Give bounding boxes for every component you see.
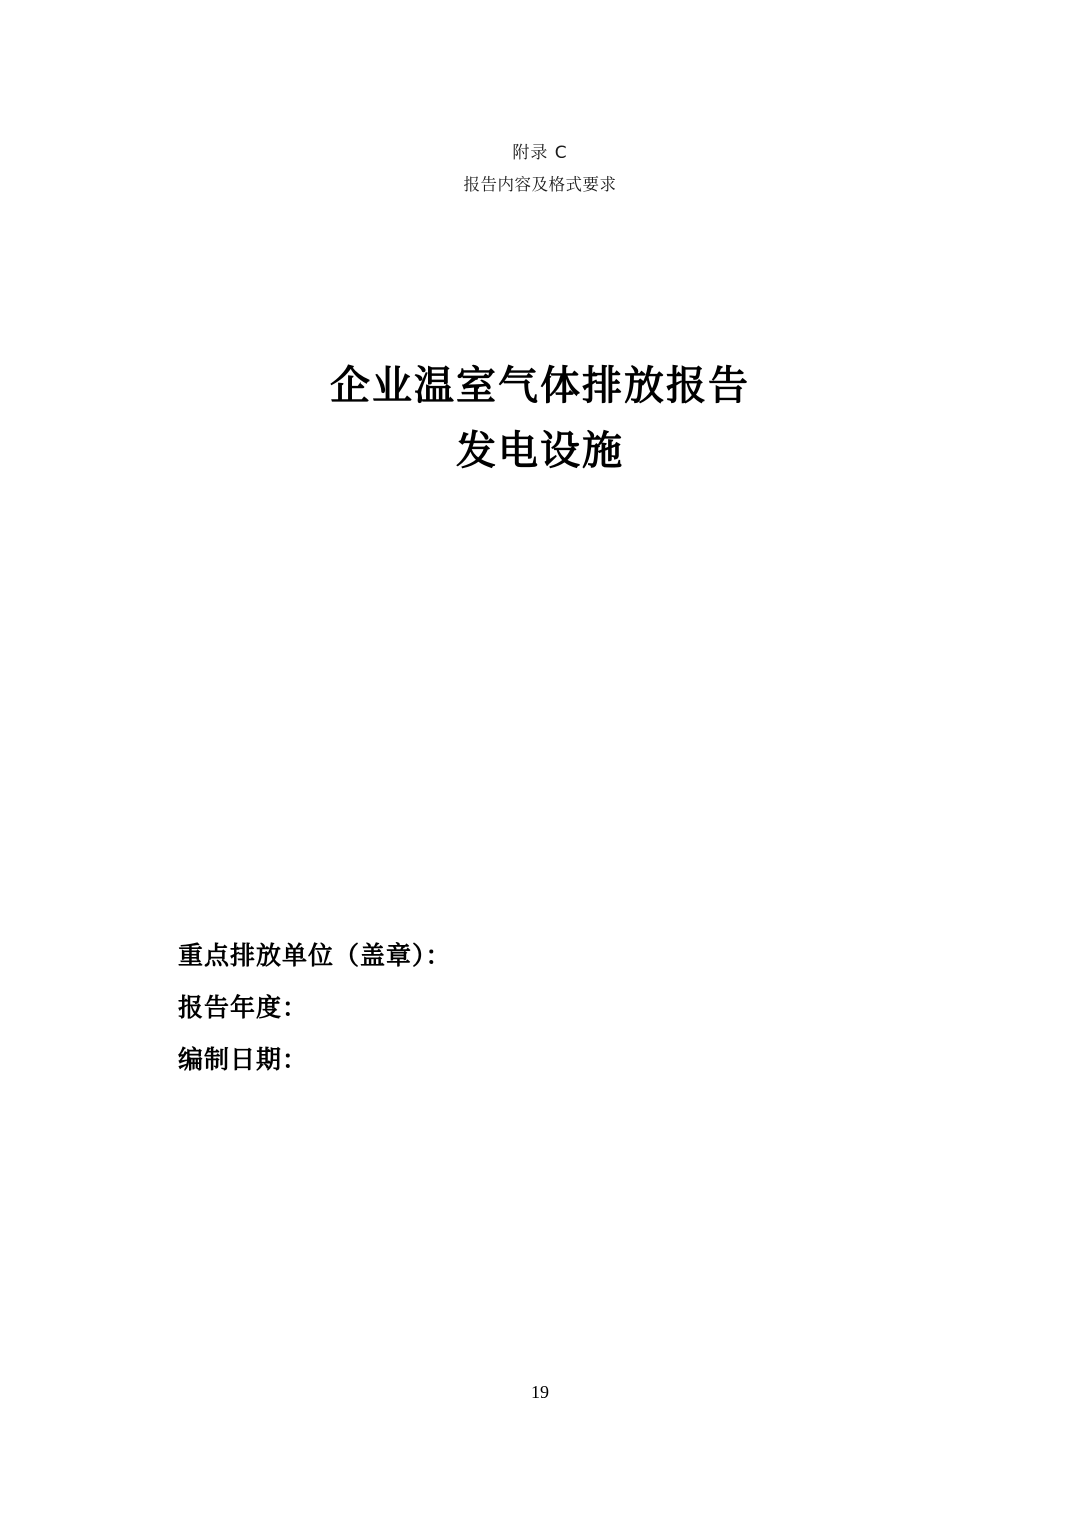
field-row: 编制日期： [178, 1045, 309, 1074]
appendix-label: 附录 C [512, 143, 568, 163]
page-title: 企业温室气体排放报告 [330, 362, 750, 409]
appendix-header [0, 138, 1080, 200]
field-row: 报告年度： [178, 993, 309, 1022]
page-number: 19 [531, 1382, 549, 1402]
appendix-subtitle: 报告内容及格式要求 [463, 175, 617, 194]
page-subtitle: 发电设施 [456, 427, 624, 474]
fill-in-fields [178, 930, 878, 1086]
field-row: 重点排放单位（盖章）： [178, 941, 452, 970]
